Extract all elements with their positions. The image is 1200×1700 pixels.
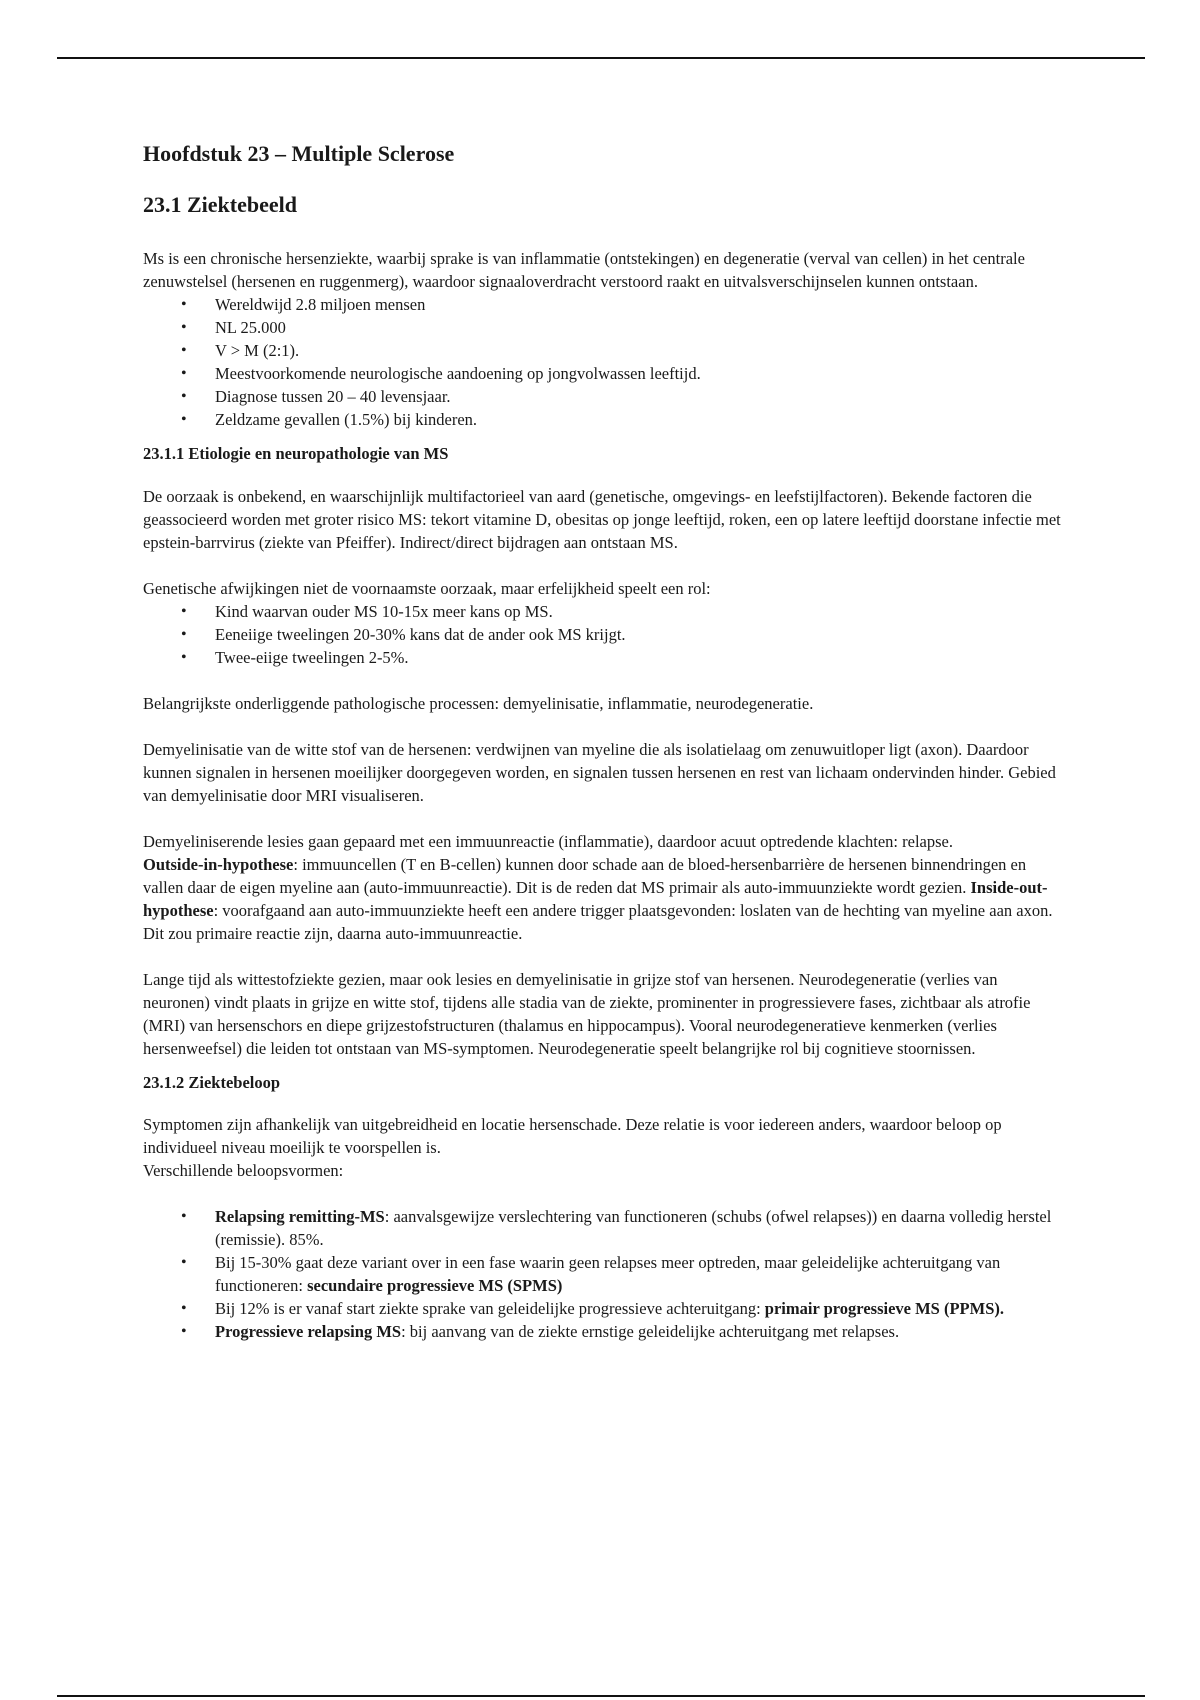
paragraph: De oorzaak is onbekend, en waarschijnlijk multifactorieel van aard (genetische, omgevings- en leefstijlfactoren). Bekende factoren die geassocieerd worden met groter risico MS: tekort vitamine D, obesitas op jonge leeftijd, roken, een op latere leeftijd doorstane infectie met epstein-barrvirus (ziekte van Pfeiffer). Indirect/direct bijdragen aan ontstaan MS. <box>143 486 1061 552</box>
list-item: • Relapsing remitting-MS: aanvalsgewijze verslechtering van functioneren (schubs (ofwel relapses)) en daarna volledig herstel (remissie). 85%. <box>215 1205 1063 1251</box>
list-item: • Meestvoorkomende neurologische aandoening op jongvolwassen leeftijd. <box>215 362 1063 385</box>
course-types-list <box>143 1205 1063 1343</box>
list-item: • Zeldzame gevallen (1.5%) bij kinderen. <box>215 408 1063 431</box>
paragraph: Symptomen zijn afhankelijk van uitgebreidheid en locatie hersenschade. Deze relatie is voor iedereen anders, waardoor beloop op individueel niveau moeilijk te voorspellen is. <box>143 1115 1002 1158</box>
list-item: • Progressieve relapsing MS: bij aanvang van de ziekte ernstige geleidelijke achteruitgang met relapses. <box>215 1320 1063 1343</box>
list-item: • V > M (2:1). <box>215 339 1063 362</box>
paragraph: Demyeliniserende lesies gaan gepaard met een immuunreactie (inflammatie), daardoor acuut optredende klachten: relapse. <box>143 831 953 851</box>
header-rule <box>57 57 1145 59</box>
paragraph: Demyelinisatie van de witte stof van de hersenen: verdwijnen van myeline die als isolatielaag om zenuwuitloper ligt (axon). Daardoor kunnen signalen in hersenen moeilijker doorgegeven worden, en signalen tussen hersenen en rest van lichaam ondervinden hinder. Gebied van demyelinisatie door MRI visualiseren. <box>143 739 1056 805</box>
list-item: • Bij 15-30% gaat deze variant over in een fase waarin geen relapses meer optreden, maar geleidelijke achteruitgang van functioneren: secundaire progressieve MS (SPMS) <box>215 1251 1063 1297</box>
section-heading: 23.1 Ziektebeeld <box>143 191 297 217</box>
paragraph: Verschillende beloopsvormen: <box>143 1161 344 1181</box>
list-item: • Diagnose tussen 20 – 40 levensjaar. <box>215 385 1063 408</box>
bold-term: Outside-in-hypothese <box>143 854 294 874</box>
bold-term: Inside-out-hypothese <box>143 877 1048 920</box>
list-item: • NL 25.000 <box>215 316 1063 339</box>
intro-paragraph: Ms is een chronische hersenziekte, waarbij sprake is van inflammatie (ontstekingen) en degeneratie (verval van cellen) in het centrale zenuwstelsel (hersenen en ruggenmerg), waardoor signaaloverdracht verstoord raakt en uitvalsverschijnselen kunnen ontstaan. <box>143 249 1025 292</box>
footer-rule <box>57 1695 1145 1697</box>
genetics-list <box>143 600 1063 669</box>
paragraph: Belangrijkste onderliggende pathologische processen: demyelinisatie, inflammatie, neurodegeneratie. <box>143 693 814 713</box>
list-item: • Twee-eiige tweelingen 2-5%. <box>215 646 1063 669</box>
paragraph: Lange tijd als wittestofziekte gezien, maar ook lesies en demyelinisatie in grijze stof van hersenen. Neurodegeneratie (verlies van neuronen) vindt plaats in grijze en witte stof, tijdens alle stadia van de ziekte, prominenter in progressievere fases, zichtbaar als atrofie (MRI) van hersenschors en diepe grijzestofstructuren (thalamus en hippocampus). Vooral neurodegeneratieve kenmerken (verlies hersenweefsel) die leiden tot ontstaan van MS-symptomen. Neurodegeneratie speelt belangrijke rol bij cognitieve stoornissen. <box>143 969 1031 1058</box>
prevalence-list <box>143 293 1063 431</box>
list-item: • Kind waarvan ouder MS 10-15x meer kans op MS. <box>215 600 1063 623</box>
chapter-title: Hoofdstuk 23 – Multiple Sclerose <box>143 141 455 166</box>
document-body <box>143 140 1063 1343</box>
subsection-heading: 23.1.2 Ziektebeloop <box>143 1072 281 1092</box>
list-item: • Wereldwijd 2.8 miljoen mensen <box>215 293 1063 316</box>
paragraph: Genetische afwijkingen niet de voornaamste oorzaak, maar erfelijkheid speelt een rol: <box>143 578 711 598</box>
hypotheses-paragraph: Outside-in-hypothese: immuuncellen (T en B-cellen) kunnen door schade aan de bloed-hersenbarrière de hersenen binnendringen en vallen daar de eigen myeline aan (auto-immuunreactie). Dit is de reden dat MS primair als auto-immuunziekte wordt gezien. Inside-out-hypothese: voorafgaand aan auto-immuunziekte heeft een andere trigger plaatsgevonden: loslaten van de hechting van myeline aan axon. Dit zou primaire reactie zijn, daarna auto-immuunreactie. <box>143 854 1053 943</box>
list-item: • Bij 12% is er vanaf start ziekte sprake van geleidelijke progressieve achteruitgang: primair progressieve MS (PPMS). <box>215 1297 1063 1320</box>
list-item: • Eeneiige tweelingen 20-30% kans dat de ander ook MS krijgt. <box>215 623 1063 646</box>
subsection-heading: 23.1.1 Etiologie en neuropathologie van MS <box>143 444 449 464</box>
